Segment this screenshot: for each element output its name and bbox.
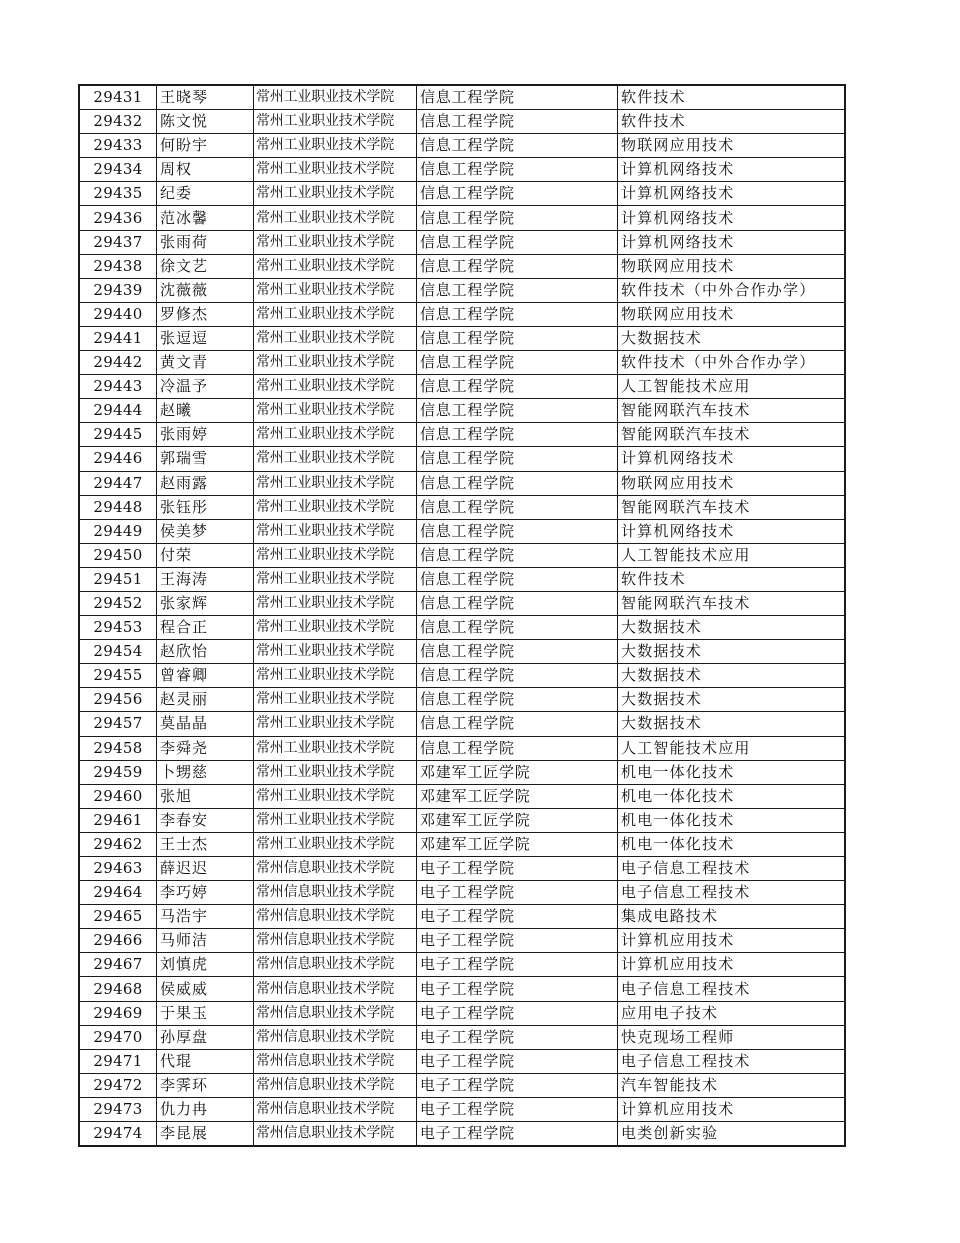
cell-major: 电子信息工程技术 — [618, 977, 845, 1001]
cell-school: 常州信息职业技术学院 — [254, 1073, 417, 1097]
table-row — [80, 110, 845, 134]
cell-id: 29461 — [80, 808, 157, 832]
cell-id: 29448 — [80, 495, 157, 519]
table-row — [80, 1073, 845, 1097]
cell-major: 大数据技术 — [618, 616, 845, 640]
cell-school: 常州工业职业技术学院 — [254, 158, 417, 182]
cell-school: 常州信息职业技术学院 — [254, 977, 417, 1001]
cell-id: 29467 — [80, 953, 157, 977]
cell-name: 侯美梦 — [157, 519, 254, 543]
cell-name: 赵欣怡 — [157, 640, 254, 664]
cell-id: 29460 — [80, 784, 157, 808]
cell-name: 王晓琴 — [157, 86, 254, 110]
cell-college: 信息工程学院 — [417, 134, 618, 158]
cell-name: 李霁环 — [157, 1073, 254, 1097]
cell-college: 邓建军工匠学院 — [417, 808, 618, 832]
cell-college: 信息工程学院 — [417, 519, 618, 543]
cell-college: 信息工程学院 — [417, 664, 618, 688]
cell-name: 张家辉 — [157, 591, 254, 615]
table-row — [80, 1001, 845, 1025]
cell-name: 陈文悦 — [157, 110, 254, 134]
cell-id: 29474 — [80, 1122, 157, 1146]
cell-major: 软件技术 — [618, 110, 845, 134]
cell-major: 智能网联汽车技术 — [618, 399, 845, 423]
cell-major: 大数据技术 — [618, 640, 845, 664]
table-row — [80, 495, 845, 519]
table-row — [80, 1122, 845, 1146]
cell-college: 电子工程学院 — [417, 1122, 618, 1146]
cell-major: 汽车智能技术 — [618, 1073, 845, 1097]
table-row — [80, 351, 845, 375]
cell-college: 信息工程学院 — [417, 543, 618, 567]
cell-name: 张钰彤 — [157, 495, 254, 519]
table-row — [80, 664, 845, 688]
cell-major: 软件技术 — [618, 86, 845, 110]
cell-major: 计算机应用技术 — [618, 929, 845, 953]
cell-id: 29451 — [80, 567, 157, 591]
cell-major: 人工智能技术应用 — [618, 736, 845, 760]
cell-major: 人工智能技术应用 — [618, 543, 845, 567]
table-row — [80, 206, 845, 230]
cell-major: 计算机应用技术 — [618, 1097, 845, 1121]
cell-major: 计算机网络技术 — [618, 158, 845, 182]
cell-name: 侯威威 — [157, 977, 254, 1001]
cell-school: 常州信息职业技术学院 — [254, 1025, 417, 1049]
cell-college: 信息工程学院 — [417, 640, 618, 664]
cell-school: 常州信息职业技术学院 — [254, 857, 417, 881]
cell-major: 电子信息工程技术 — [618, 857, 845, 881]
cell-name: 赵雨露 — [157, 471, 254, 495]
cell-major: 机电一体化技术 — [618, 760, 845, 784]
cell-name: 刘慎虎 — [157, 953, 254, 977]
cell-college: 信息工程学院 — [417, 688, 618, 712]
cell-id: 29468 — [80, 977, 157, 1001]
cell-id: 29442 — [80, 351, 157, 375]
cell-school: 常州工业职业技术学院 — [254, 688, 417, 712]
table-row — [80, 688, 845, 712]
cell-school: 常州工业职业技术学院 — [254, 351, 417, 375]
cell-id: 29455 — [80, 664, 157, 688]
cell-major: 应用电子技术 — [618, 1001, 845, 1025]
cell-school: 常州工业职业技术学院 — [254, 86, 417, 110]
table-row — [80, 447, 845, 471]
cell-school: 常州信息职业技术学院 — [254, 905, 417, 929]
cell-school: 常州工业职业技术学院 — [254, 567, 417, 591]
cell-college: 信息工程学院 — [417, 712, 618, 736]
cell-college: 电子工程学院 — [417, 881, 618, 905]
cell-college: 信息工程学院 — [417, 447, 618, 471]
cell-college: 信息工程学院 — [417, 206, 618, 230]
cell-id: 29469 — [80, 1001, 157, 1025]
cell-school: 常州工业职业技术学院 — [254, 712, 417, 736]
cell-school: 常州工业职业技术学院 — [254, 616, 417, 640]
cell-college: 信息工程学院 — [417, 86, 618, 110]
cell-college: 信息工程学院 — [417, 495, 618, 519]
table-row — [80, 616, 845, 640]
cell-id: 29464 — [80, 881, 157, 905]
cell-id: 29433 — [80, 134, 157, 158]
table-row — [80, 326, 845, 350]
cell-name: 代琨 — [157, 1049, 254, 1073]
cell-name: 付荣 — [157, 543, 254, 567]
cell-name: 张旭 — [157, 784, 254, 808]
cell-major: 人工智能技术应用 — [618, 375, 845, 399]
cell-major: 大数据技术 — [618, 712, 845, 736]
table-row — [80, 230, 845, 254]
cell-name: 何盼宇 — [157, 134, 254, 158]
cell-name: 程合正 — [157, 616, 254, 640]
cell-major: 大数据技术 — [618, 688, 845, 712]
cell-id: 29434 — [80, 158, 157, 182]
cell-major: 智能网联汽车技术 — [618, 423, 845, 447]
cell-name: 范冰馨 — [157, 206, 254, 230]
cell-name: 卜甥慈 — [157, 760, 254, 784]
cell-school: 常州信息职业技术学院 — [254, 1097, 417, 1121]
cell-school: 常州工业职业技术学院 — [254, 399, 417, 423]
cell-id: 29459 — [80, 760, 157, 784]
table-row — [80, 423, 845, 447]
cell-school: 常州工业职业技术学院 — [254, 375, 417, 399]
cell-school: 常州工业职业技术学院 — [254, 302, 417, 326]
cell-id: 29471 — [80, 1049, 157, 1073]
cell-name: 罗修杰 — [157, 302, 254, 326]
table-row — [80, 591, 845, 615]
cell-college: 信息工程学院 — [417, 399, 618, 423]
cell-college: 信息工程学院 — [417, 254, 618, 278]
cell-school: 常州工业职业技术学院 — [254, 254, 417, 278]
cell-name: 周权 — [157, 158, 254, 182]
cell-major: 机电一体化技术 — [618, 808, 845, 832]
cell-school: 常州工业职业技术学院 — [254, 326, 417, 350]
cell-major: 计算机网络技术 — [618, 447, 845, 471]
cell-major: 软件技术（中外合作办学） — [618, 351, 845, 375]
roster-body — [80, 86, 845, 1146]
cell-major: 软件技术（中外合作办学） — [618, 278, 845, 302]
cell-name: 冷温予 — [157, 375, 254, 399]
cell-id: 29463 — [80, 857, 157, 881]
cell-name: 李巧婷 — [157, 881, 254, 905]
cell-major: 电子信息工程技术 — [618, 881, 845, 905]
cell-college: 邓建军工匠学院 — [417, 832, 618, 856]
cell-college: 信息工程学院 — [417, 375, 618, 399]
cell-id: 29473 — [80, 1097, 157, 1121]
cell-name: 王海涛 — [157, 567, 254, 591]
cell-school: 常州工业职业技术学院 — [254, 519, 417, 543]
cell-school: 常州工业职业技术学院 — [254, 591, 417, 615]
cell-college: 电子工程学院 — [417, 905, 618, 929]
cell-major: 计算机应用技术 — [618, 953, 845, 977]
cell-id: 29444 — [80, 399, 157, 423]
cell-name: 莫晶晶 — [157, 712, 254, 736]
table-row — [80, 808, 845, 832]
cell-id: 29465 — [80, 905, 157, 929]
cell-college: 信息工程学院 — [417, 302, 618, 326]
cell-name: 李昆展 — [157, 1122, 254, 1146]
cell-school: 常州工业职业技术学院 — [254, 447, 417, 471]
table-row — [80, 158, 845, 182]
cell-college: 电子工程学院 — [417, 1025, 618, 1049]
cell-school: 常州信息职业技术学院 — [254, 953, 417, 977]
cell-name: 李舜尧 — [157, 736, 254, 760]
cell-college: 电子工程学院 — [417, 929, 618, 953]
cell-name: 纪委 — [157, 182, 254, 206]
cell-college: 信息工程学院 — [417, 158, 618, 182]
cell-college: 信息工程学院 — [417, 351, 618, 375]
cell-college: 信息工程学院 — [417, 736, 618, 760]
table-row — [80, 953, 845, 977]
table-row — [80, 567, 845, 591]
roster-table — [79, 85, 845, 1146]
cell-school: 常州工业职业技术学院 — [254, 736, 417, 760]
cell-school: 常州信息职业技术学院 — [254, 881, 417, 905]
cell-school: 常州信息职业技术学院 — [254, 1122, 417, 1146]
cell-major: 机电一体化技术 — [618, 784, 845, 808]
cell-name: 李春安 — [157, 808, 254, 832]
cell-id: 29462 — [80, 832, 157, 856]
cell-id: 29436 — [80, 206, 157, 230]
table-row — [80, 1097, 845, 1121]
table-row — [80, 471, 845, 495]
cell-name: 王士杰 — [157, 832, 254, 856]
cell-id: 29431 — [80, 86, 157, 110]
cell-major: 物联网应用技术 — [618, 134, 845, 158]
cell-name: 黄文青 — [157, 351, 254, 375]
cell-college: 电子工程学院 — [417, 1073, 618, 1097]
cell-college: 信息工程学院 — [417, 182, 618, 206]
cell-id: 29453 — [80, 616, 157, 640]
cell-college: 信息工程学院 — [417, 471, 618, 495]
cell-id: 29446 — [80, 447, 157, 471]
table-row — [80, 543, 845, 567]
table-row — [80, 712, 845, 736]
cell-id: 29454 — [80, 640, 157, 664]
cell-id: 29445 — [80, 423, 157, 447]
cell-college: 邓建军工匠学院 — [417, 760, 618, 784]
table-row — [80, 399, 845, 423]
table-row — [80, 905, 845, 929]
cell-name: 张逗逗 — [157, 326, 254, 350]
cell-school: 常州信息职业技术学院 — [254, 929, 417, 953]
cell-major: 集成电路技术 — [618, 905, 845, 929]
cell-major: 快克现场工程师 — [618, 1025, 845, 1049]
cell-id: 29452 — [80, 591, 157, 615]
cell-college: 电子工程学院 — [417, 1097, 618, 1121]
cell-school: 常州信息职业技术学院 — [254, 1049, 417, 1073]
table-row — [80, 784, 845, 808]
cell-school: 常州工业职业技术学院 — [254, 110, 417, 134]
cell-school: 常州工业职业技术学院 — [254, 230, 417, 254]
table-row — [80, 278, 845, 302]
table-row — [80, 254, 845, 278]
cell-name: 孙厚盘 — [157, 1025, 254, 1049]
table-row — [80, 640, 845, 664]
cell-school: 常州工业职业技术学院 — [254, 182, 417, 206]
cell-id: 29447 — [80, 471, 157, 495]
cell-school: 常州工业职业技术学院 — [254, 640, 417, 664]
cell-name: 赵灵丽 — [157, 688, 254, 712]
cell-id: 29439 — [80, 278, 157, 302]
table-row — [80, 375, 845, 399]
cell-name: 沈薇薇 — [157, 278, 254, 302]
cell-major: 计算机网络技术 — [618, 519, 845, 543]
cell-school: 常州工业职业技术学院 — [254, 832, 417, 856]
table-row — [80, 929, 845, 953]
cell-name: 曾睿卿 — [157, 664, 254, 688]
cell-major: 软件技术 — [618, 567, 845, 591]
cell-major: 计算机网络技术 — [618, 182, 845, 206]
cell-college: 信息工程学院 — [417, 616, 618, 640]
table-row — [80, 736, 845, 760]
cell-name: 薛迟迟 — [157, 857, 254, 881]
cell-name: 徐文艺 — [157, 254, 254, 278]
cell-school: 常州工业职业技术学院 — [254, 760, 417, 784]
table-row — [80, 832, 845, 856]
cell-id: 29472 — [80, 1073, 157, 1097]
cell-school: 常州工业职业技术学院 — [254, 495, 417, 519]
cell-school: 常州工业职业技术学院 — [254, 206, 417, 230]
cell-college: 信息工程学院 — [417, 110, 618, 134]
cell-college: 电子工程学院 — [417, 857, 618, 881]
cell-major: 物联网应用技术 — [618, 254, 845, 278]
cell-id: 29449 — [80, 519, 157, 543]
cell-major: 智能网联汽车技术 — [618, 495, 845, 519]
table-row — [80, 1025, 845, 1049]
cell-college: 信息工程学院 — [417, 423, 618, 447]
cell-college: 信息工程学院 — [417, 278, 618, 302]
cell-id: 29456 — [80, 688, 157, 712]
table-row — [80, 1049, 845, 1073]
cell-id: 29450 — [80, 543, 157, 567]
cell-id: 29466 — [80, 929, 157, 953]
cell-school: 常州信息职业技术学院 — [254, 1001, 417, 1025]
cell-major: 电子信息工程技术 — [618, 1049, 845, 1073]
cell-id: 29432 — [80, 110, 157, 134]
cell-school: 常州工业职业技术学院 — [254, 278, 417, 302]
cell-school: 常州工业职业技术学院 — [254, 134, 417, 158]
cell-id: 29441 — [80, 326, 157, 350]
cell-school: 常州工业职业技术学院 — [254, 808, 417, 832]
table-row — [80, 760, 845, 784]
cell-id: 29437 — [80, 230, 157, 254]
cell-college: 信息工程学院 — [417, 326, 618, 350]
cell-name: 郭瑞雪 — [157, 447, 254, 471]
cell-name: 于果玉 — [157, 1001, 254, 1025]
cell-id: 29438 — [80, 254, 157, 278]
table-row — [80, 302, 845, 326]
cell-college: 邓建军工匠学院 — [417, 784, 618, 808]
table-row — [80, 519, 845, 543]
table-row — [80, 182, 845, 206]
cell-id: 29470 — [80, 1025, 157, 1049]
cell-id: 29443 — [80, 375, 157, 399]
table-row — [80, 134, 845, 158]
cell-major: 计算机网络技术 — [618, 230, 845, 254]
cell-college: 电子工程学院 — [417, 977, 618, 1001]
table-row — [80, 881, 845, 905]
cell-major: 物联网应用技术 — [618, 302, 845, 326]
cell-major: 智能网联汽车技术 — [618, 591, 845, 615]
cell-id: 29440 — [80, 302, 157, 326]
cell-major: 大数据技术 — [618, 664, 845, 688]
cell-major: 机电一体化技术 — [618, 832, 845, 856]
cell-name: 赵曦 — [157, 399, 254, 423]
table-row — [80, 86, 845, 110]
cell-college: 信息工程学院 — [417, 591, 618, 615]
table-row — [80, 857, 845, 881]
cell-name: 张雨婷 — [157, 423, 254, 447]
cell-id: 29458 — [80, 736, 157, 760]
cell-college: 电子工程学院 — [417, 1001, 618, 1025]
cell-college: 信息工程学院 — [417, 230, 618, 254]
cell-name: 张雨荷 — [157, 230, 254, 254]
cell-major: 物联网应用技术 — [618, 471, 845, 495]
cell-name: 马浩宇 — [157, 905, 254, 929]
cell-major: 大数据技术 — [618, 326, 845, 350]
cell-school: 常州工业职业技术学院 — [254, 423, 417, 447]
table-row — [80, 977, 845, 1001]
cell-college: 电子工程学院 — [417, 953, 618, 977]
cell-school: 常州工业职业技术学院 — [254, 664, 417, 688]
cell-major: 计算机网络技术 — [618, 206, 845, 230]
cell-school: 常州工业职业技术学院 — [254, 471, 417, 495]
cell-college: 电子工程学院 — [417, 1049, 618, 1073]
cell-college: 信息工程学院 — [417, 567, 618, 591]
cell-school: 常州工业职业技术学院 — [254, 784, 417, 808]
cell-name: 马师洁 — [157, 929, 254, 953]
cell-major: 电类创新实验 — [618, 1122, 845, 1146]
cell-id: 29457 — [80, 712, 157, 736]
cell-name: 仇力冉 — [157, 1097, 254, 1121]
cell-school: 常州工业职业技术学院 — [254, 543, 417, 567]
cell-id: 29435 — [80, 182, 157, 206]
